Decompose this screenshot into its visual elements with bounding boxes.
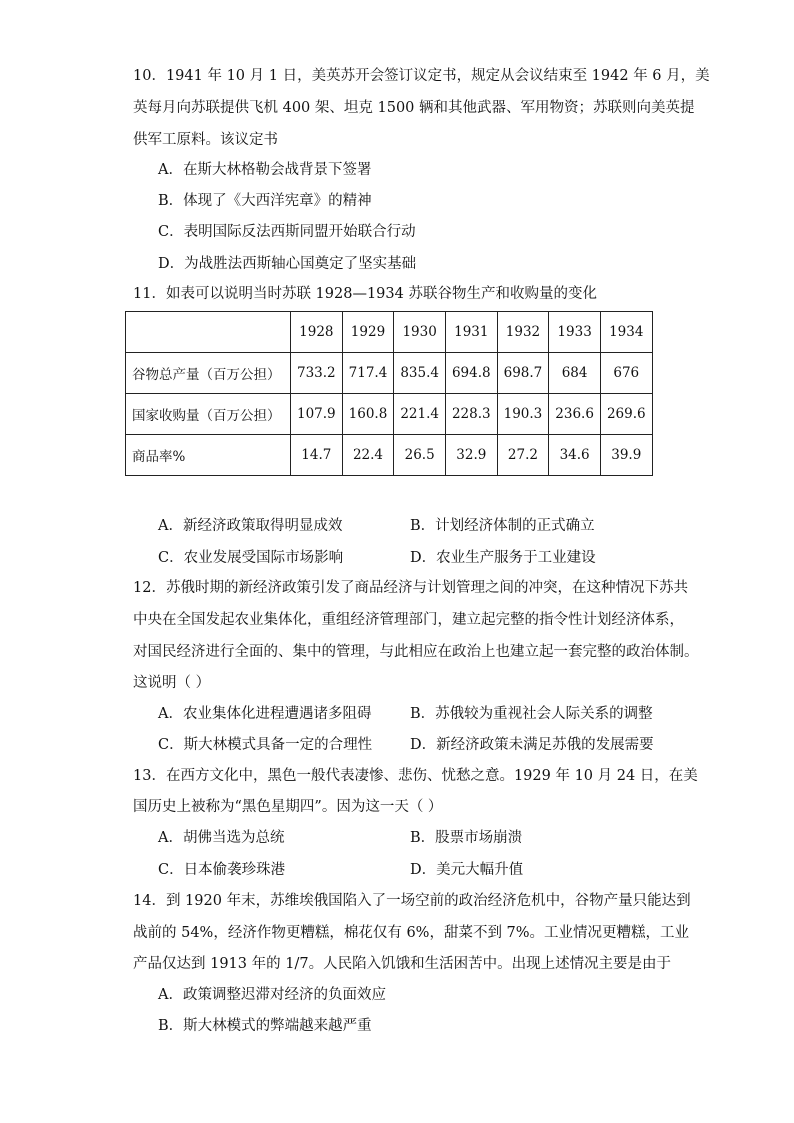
q11-option-b: B．计划经济体制的正式确立 [410, 518, 595, 534]
q13-stem-line-2: 国历史上被称为“黑色星期四”。因为这一天（ ） [133, 799, 443, 815]
q12-stem-line-1: 12．苏俄时期的新经济政策引发了商品经济与计划管理之间的冲突，在这种情况下苏共 [133, 580, 688, 596]
q10-stem-line-2: 英每月向苏联提供飞机 400 架、坦克 1500 辆和其他武器、军用物资；苏联则向美英提 [133, 100, 695, 116]
table-year-cell: 1934 [600, 312, 652, 353]
q10-stem-line-3: 供军工原料。该议定书 [133, 132, 278, 148]
q14-stem-line-3: 产品仅达到 1913 年的 1/7。人民陷入饥饿和生活困苦中。出现上述情况主要是由于 [133, 956, 672, 972]
table-cell: 22.4 [342, 435, 394, 476]
q10-option-a: A．在斯大林格勒会战背景下签署 [158, 162, 372, 178]
table-row [126, 353, 653, 394]
q11-option-d: D．农业生产服务于工业建设 [410, 550, 596, 566]
q10-stem-line-1: 10．1941 年 10 月 1 日，美英苏开会签订议定书，规定从会议结束至 1942 年 6 月，美 [133, 68, 710, 84]
table-cell: 27.2 [497, 435, 549, 476]
q10-option-c: C．表明国际反法西斯同盟开始联合行动 [158, 224, 416, 240]
table-cell: 676 [600, 353, 652, 394]
q11-option-c: C．农业发展受国际市场影响 [158, 550, 344, 566]
q14-option-a: A．政策调整迟滞对经济的负面效应 [158, 987, 386, 1003]
q12-option-b: B．苏俄较为重视社会人际关系的调整 [410, 706, 653, 722]
q14-stem-line-1: 14．到 1920 年末，苏维埃俄国陷入了一场空前的政治经济危机中，谷物产量只能达到 [133, 893, 691, 909]
table-cell: 34.6 [549, 435, 601, 476]
table-row [126, 435, 653, 476]
q14-option-b: B．斯大林模式的弊端越来越严重 [158, 1018, 372, 1034]
table-year-cell: 1929 [342, 312, 394, 353]
table-cell: 26.5 [394, 435, 446, 476]
q11-stem: 11．如表可以说明当时苏联 1928—1934 苏联谷物生产和收购量的变化 [133, 286, 597, 302]
table-cell [126, 312, 291, 353]
table-cell: 228.3 [445, 394, 497, 435]
table-cell: 221.4 [394, 394, 446, 435]
table-year-cell: 1930 [394, 312, 446, 353]
table-row-label: 国家收购量（百万公担） [126, 394, 291, 435]
q14-stem-line-2: 战前的 54%，经济作物更糟糕，棉花仅有 6%，甜菜不到 7%。工业情况更糟糕，工业 [133, 925, 690, 941]
table-row-label: 谷物总产量（百万公担） [126, 353, 291, 394]
q12-stem-line-3: 对国民经济进行全面的、集中的管理，与此相应在政治上也建立起一套完整的政治体制。 [133, 644, 699, 660]
table-year-cell: 1931 [445, 312, 497, 353]
table-cell: 717.4 [342, 353, 394, 394]
table-cell: 684 [549, 353, 601, 394]
q10-option-b: B．体现了《大西洋宪章》的精神 [158, 193, 372, 209]
q11-option-a: A．新经济政策取得明显成效 [158, 518, 343, 534]
q13-option-a: A．胡佛当选为总统 [158, 830, 285, 846]
table-year-cell: 1928 [291, 312, 343, 353]
q12-stem-line-2: 中央在全国发起农业集体化，重组经济管理部门，建立起完整的指令性计划经济体系， [133, 612, 684, 628]
table-cell: 698.7 [497, 353, 549, 394]
table-cell: 269.6 [600, 394, 652, 435]
table-cell: 160.8 [342, 394, 394, 435]
table-cell: 14.7 [291, 435, 343, 476]
table-cell: 236.6 [549, 394, 601, 435]
q12-option-a: A．农业集体化进程遭遇诸多阻碍 [158, 706, 372, 722]
q12-stem-line-4: 这说明（ ） [133, 675, 211, 691]
table-cell: 39.9 [600, 435, 652, 476]
table-cell: 32.9 [445, 435, 497, 476]
q13-option-c: C．日本偷袭珍珠港 [158, 862, 286, 878]
table-row [126, 394, 653, 435]
table-cell: 190.3 [497, 394, 549, 435]
q13-option-d: D．美元大幅升值 [410, 862, 524, 878]
table-cell: 107.9 [291, 394, 343, 435]
q13-stem-line-1: 13．在西方文化中，黑色一般代表凄惨、悲伤、忧愁之意。1929 年 10 月 24 日，在美 [133, 768, 698, 784]
table-year-cell: 1933 [549, 312, 601, 353]
table-cell: 733.2 [291, 353, 343, 394]
table-header-row [126, 312, 653, 353]
q11-data-table [125, 311, 653, 476]
table-row-label: 商品率% [126, 435, 291, 476]
q13-option-b: B．股票市场崩溃 [410, 830, 523, 846]
q12-option-c: C．斯大林模式具备一定的合理性 [158, 737, 373, 753]
q10-option-d: D．为战胜法西斯轴心国奠定了坚实基础 [158, 256, 417, 272]
table-cell: 835.4 [394, 353, 446, 394]
q12-option-d: D．新经济政策未满足苏俄的发展需要 [410, 737, 654, 753]
table-cell: 694.8 [445, 353, 497, 394]
table-year-cell: 1932 [497, 312, 549, 353]
